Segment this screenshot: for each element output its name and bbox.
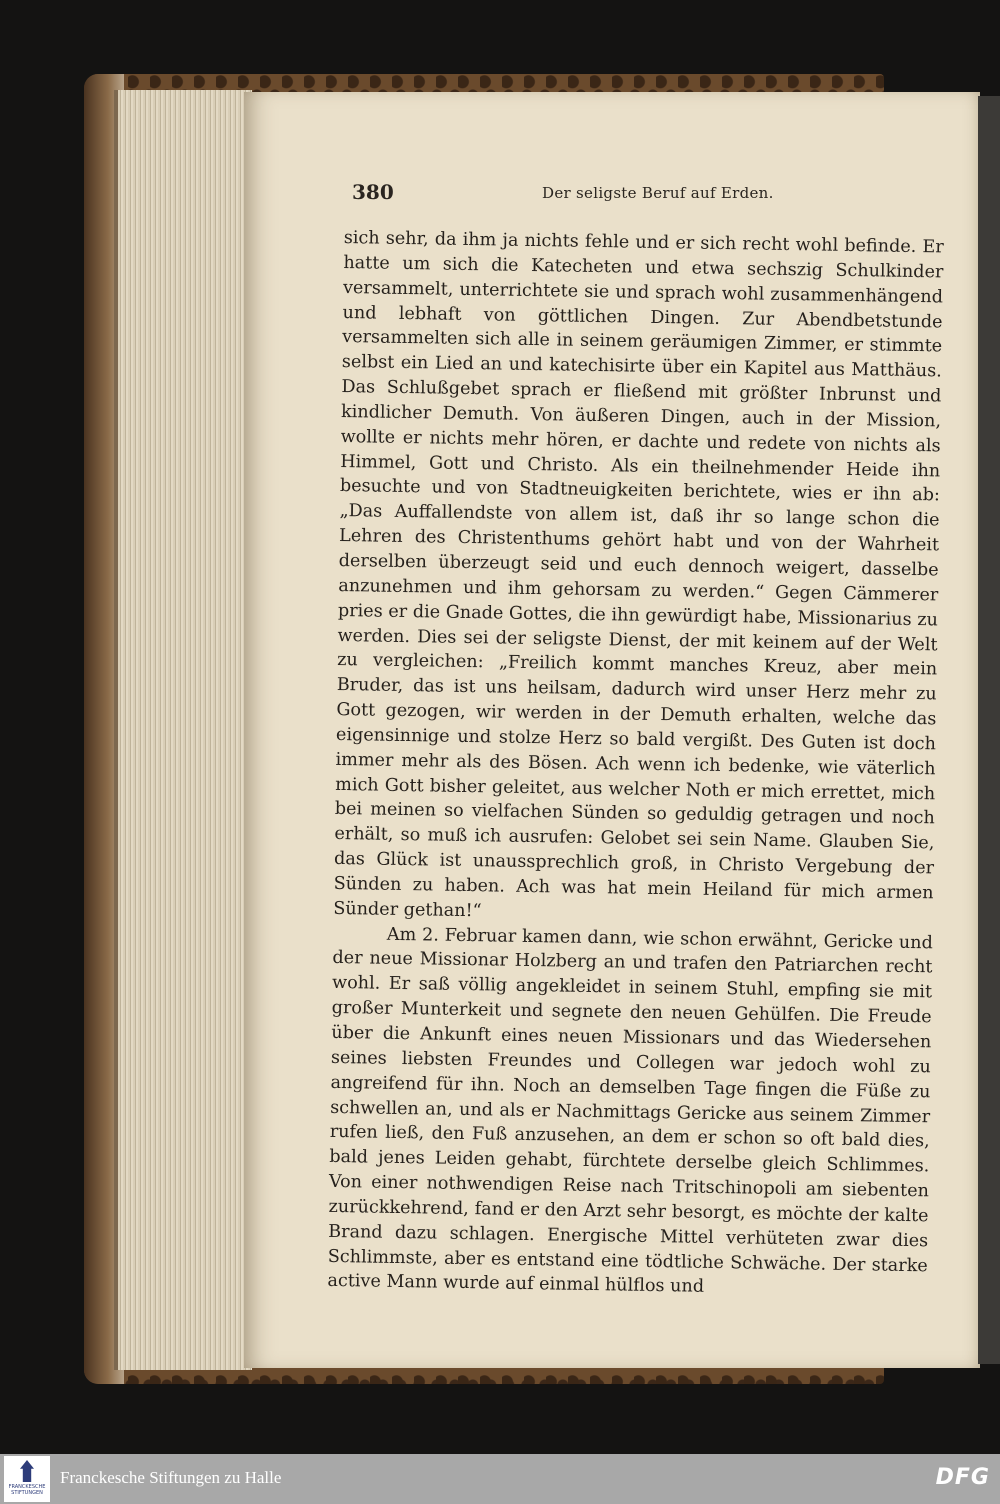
page-body xyxy=(327,226,944,1304)
logo-text: FRANCKESCHE STIFTUNGEN xyxy=(8,1484,46,1496)
francke-building-icon xyxy=(20,1460,34,1482)
viewer-footer-bar xyxy=(0,1454,1000,1504)
institution-name: Franckesche Stiftungen zu Halle xyxy=(60,1468,282,1487)
running-title: Der seligste Beruf auf Erden. xyxy=(542,184,774,202)
page-stack-edges xyxy=(114,90,252,1370)
francke-logo[interactable] xyxy=(4,1456,50,1502)
page-gutter-shadow xyxy=(978,96,1000,1364)
paragraph-2: Am 2. Februar kamen dann, wie schon erwähnt, Gericke und der neue Missionar Holzberg an und trafen den Patriarchen recht wohl. Er saß völlig angekleidet in seinem Stuhl, empfing sie mit großer Munterkeit und segnete den neuen Gehülfen. Die Freude über die Ankunft eines neuen Missionars und das Wiedersehen seines liebsten Freundes und Collegen war jedoch wohl zu angreifend für ihn. Noch an demselben Tage fingen die Füße zu schwellen an, und als er Nachmittags Gericke aus seinem Zimmer rufen ließ, den Fuß anzusehen, an dem er schon so oft bald dies, bald jenes Leiden gehabt, fürchtete derselbe gleich Schlimmes. Von einer nothwendigen Reise nach Tritschinopoli am siebenten zurückkehrend, fand er den Arzt sehr besorgt, es möchte der kalte Brand dazu schlagen. Energische Mittel verhüteten zwar dies Schlimmste, aber es entstand eine tödtliche Schwäche. Der starke active Mann wurde auf einmal hülflos und xyxy=(327,924,933,1298)
page-header xyxy=(352,180,942,210)
paragraph-1: sich sehr, da ihm ja nichts fehle und er sich recht wohl befinde. Er hatte um sich die Katecheten und etwa sechszig Schulkinder versammelt, unterrichtete sie und sprach wohl zusammenhängend und lebhaft von göttlichen Dingen. Zur Abendbetstunde versammelten sich alle in seinem geräumigen Zimmer, er stimmte selbst ein Lied an und katechisirte über ein Kapitel aus Matthäus. Das Schlußgebet sprach er fließend mit größter Inbrunst und kindlicher Demuth. Von äußeren Dingen, auch in der Mission, wollte er nichts mehr hören, er dachte und redete von nichts als Himmel, Gott und Christo. Als ein theilnehmender Heide ihn besuchte und von Stadtneuigkeiten berichtete, wies er ihn ab: „Das Auffallendste von allem ist, daß ihr so lange schon die Lehren des Christenthums gehört habt und von der Wahrheit derselben überzeugt seid und euch dennoch weigert, dasselbe anzunehmen und ihm gehorsam zu werden.“ Gegen Cämmerer pries er die Gnade Gottes, die ihn gewürdigt habe, Missionarius zu werden. Dies sei der seligste Dienst, der mit keinem auf der Welt zu vergleichen: „Freilich kommt manches Kreuz, aber mein Bruder, das ist uns heilsam, dadurch wird unser Herz mehr zu Gott gezogen, wir werden in der Demuth erhalten, welche das eigensinnige und stolze Herz so bald vergißt. Des Guten ist doch immer mehr als des Bösen. Ach wenn ich bedenke, wie väterlich mich Gott bisher geleitet, aus welcher Noth er mich errettet, mich bei meinen so vielfachen Sünden so geduldig getragen und noch erhält, so muß ich ausrufen: Gelobet sei sein Name. Glauben Sie, das Glück ist unaussprechlich groß, in Christo Vergebung der Sünden zu haben. Ach was hat mein Heiland für mich armen Sünder gethan!“ xyxy=(333,227,944,922)
page-number: 380 xyxy=(352,180,394,204)
dfg-logo[interactable]: DFG xyxy=(935,1465,990,1490)
